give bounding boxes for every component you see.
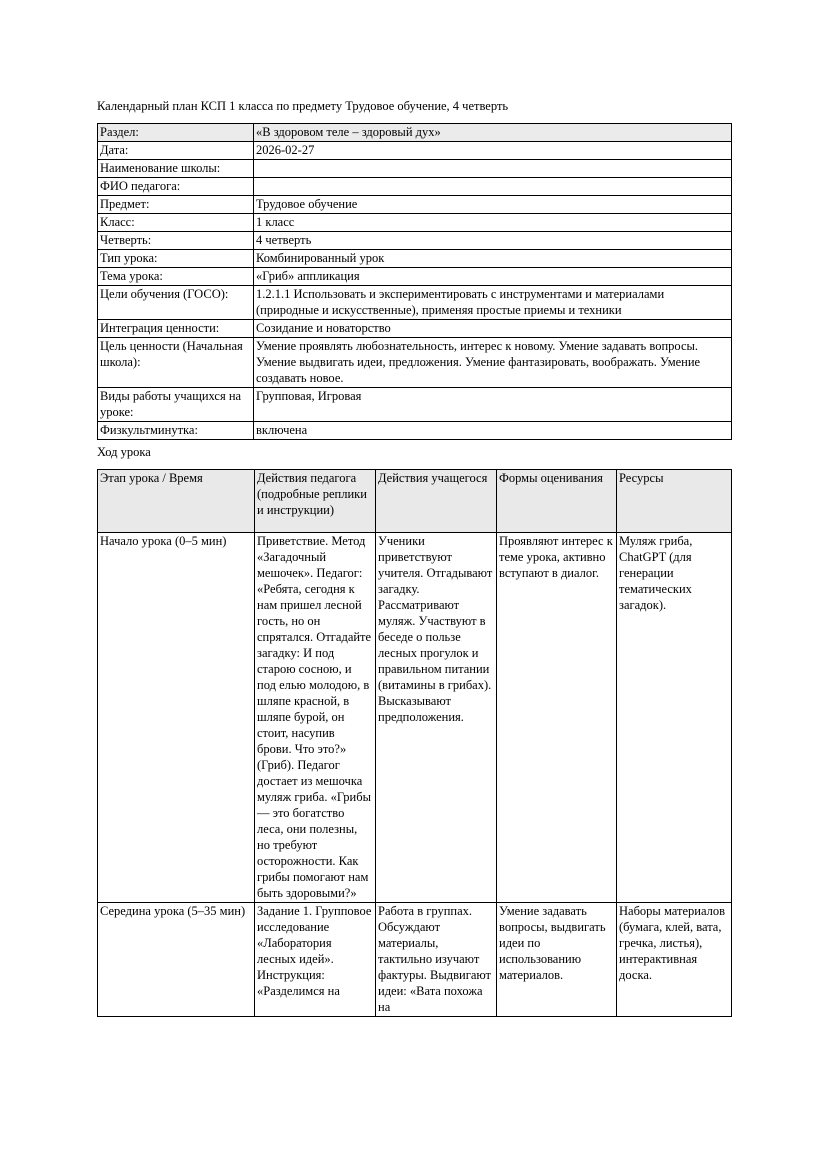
info-row xyxy=(98,250,732,268)
col-header-teacher-actions: Действия педагога (подробные реплики и инструкции) xyxy=(255,470,376,533)
assessment-cell: Проявляют интерес к теме урока, активно вступают в диалог. xyxy=(497,533,617,903)
info-value xyxy=(254,160,732,178)
info-value: 1.2.1.1 Использовать и экспериментировать с инструментами и материалами (природные и искусственные), применяя простые приемы и техники xyxy=(254,286,732,320)
info-row xyxy=(98,142,732,160)
info-value: Созидание и новаторство xyxy=(254,320,732,338)
info-row xyxy=(98,286,732,320)
student-actions-cell: Ученики приветствуют учителя. Отгадывают загадку. Рассматривают муляж. Участвуют в беседе о пользе лесных прогулок и правильном питании (витамины в грибах). Высказывают предположения. xyxy=(376,533,497,903)
info-label: Наименование школы: xyxy=(98,160,254,178)
info-value: Комбинированный урок xyxy=(254,250,732,268)
section-heading: Ход урока xyxy=(97,445,151,459)
teacher-actions-cell: Приветствие. Метод «Загадочный мешочек». Педагог: «Ребята, сегодня к нам пришел лесной гость, но он спрятался. Отгадайте загадку: И под старою сосною, и под елью молодою, в шляпе красной, в шляпе бурой, он стоит, насупив брови. Что это?» (Гриб). Педагог достает из мешочка муляж гриба. «Грибы — это богатство леса, они полезны, но требуют осторожности. Как грибы помогают нам быть здоровыми?» xyxy=(255,533,376,903)
lesson-stage-row xyxy=(98,903,732,1017)
stage-cell: Середина урока (5–35 мин) xyxy=(98,903,255,1017)
lesson-flow-table xyxy=(97,469,732,1017)
info-value: 2026-02-27 xyxy=(254,142,732,160)
teacher-actions-cell: Задание 1. Групповое исследование «Лаборатория лесных идей». Инструкция: «Разделимся на xyxy=(255,903,376,1017)
col-header-student-actions: Действия учащегося xyxy=(376,470,497,533)
info-label: Предмет: xyxy=(98,196,254,214)
resources-cell: Муляж гриба, ChatGPT (для генерации тематических загадок). xyxy=(617,533,732,903)
lesson-info-table xyxy=(97,123,732,440)
info-row xyxy=(98,320,732,338)
info-row xyxy=(98,196,732,214)
info-label: Тема урока: xyxy=(98,268,254,286)
info-row xyxy=(98,124,732,142)
assessment-cell: Умение задавать вопросы, выдвигать идеи по использованию материалов. xyxy=(497,903,617,1017)
info-value: «В здоровом теле – здоровый дух» xyxy=(254,124,732,142)
info-row xyxy=(98,268,732,286)
page-title: Календарный план КСП 1 класса по предмету Трудовое обучение, 4 четверть xyxy=(97,99,509,113)
info-value: «Гриб» аппликация xyxy=(254,268,732,286)
info-label: Раздел: xyxy=(98,124,254,142)
info-label: Интеграция ценности: xyxy=(98,320,254,338)
resources-cell: Наборы материалов (бумага, клей, вата, гречка, листья), интерактивная доска. xyxy=(617,903,732,1017)
stage-cell: Начало урока (0–5 мин) xyxy=(98,533,255,903)
info-label: Четверть: xyxy=(98,232,254,250)
info-value: Умение проявлять любознательность, интерес к новому. Умение задавать вопросы. Умение выдвигать идеи, предложения. Умение фантазировать, воображать. Умение создавать новое. xyxy=(254,338,732,388)
info-label: ФИО педагога: xyxy=(98,178,254,196)
info-row xyxy=(98,232,732,250)
info-row xyxy=(98,422,732,440)
info-value: Трудовое обучение xyxy=(254,196,732,214)
info-value: 4 четверть xyxy=(254,232,732,250)
info-label: Виды работы учащихся на уроке: xyxy=(98,388,254,422)
info-label: Дата: xyxy=(98,142,254,160)
info-row xyxy=(98,338,732,388)
info-label: Физкультминутка: xyxy=(98,422,254,440)
col-header-resources: Ресурсы xyxy=(617,470,732,533)
col-header-stage: Этап урока / Время xyxy=(98,470,255,533)
student-actions-cell: Работа в группах. Обсуждают материалы, тактильно изучают фактуры. Выдвигают идеи: «Вата похожа на xyxy=(376,903,497,1017)
info-label: Цели обучения (ГОСО): xyxy=(98,286,254,320)
info-value: включена xyxy=(254,422,732,440)
info-row xyxy=(98,160,732,178)
col-header-assessment: Формы оценивания xyxy=(497,470,617,533)
info-value: Групповая, Игровая xyxy=(254,388,732,422)
info-row xyxy=(98,214,732,232)
info-row xyxy=(98,178,732,196)
info-row xyxy=(98,388,732,422)
info-label: Цель ценности (Начальная школа): xyxy=(98,338,254,388)
info-value xyxy=(254,178,732,196)
lesson-table-header-row xyxy=(98,470,732,533)
info-label: Тип урока: xyxy=(98,250,254,268)
lesson-stage-row xyxy=(98,533,732,903)
info-value: 1 класс xyxy=(254,214,732,232)
info-label: Класс: xyxy=(98,214,254,232)
document-content xyxy=(97,98,731,1017)
